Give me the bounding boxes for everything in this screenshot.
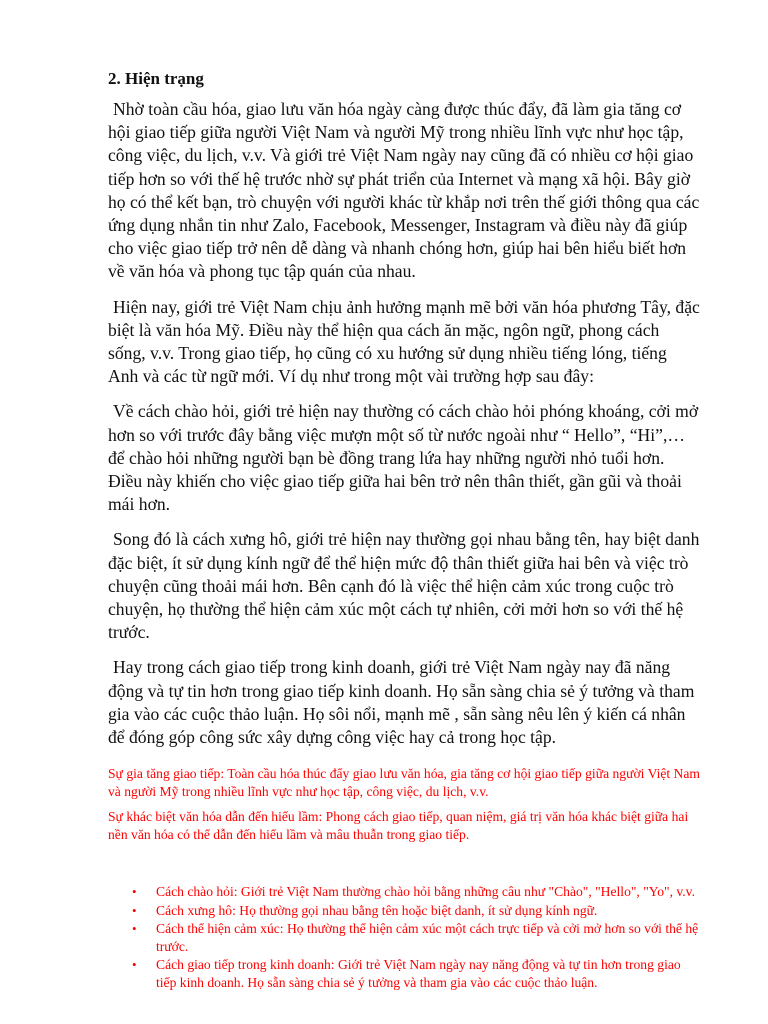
paragraph-globalization: Nhờ toàn cầu hóa, giao lưu văn hóa ngày càng được thúc đẩy, đã làm gia tăng cơ hội giao tiếp giữa người Việt Nam và người Mỹ trong nhiều lĩnh vực như học tập, công việc, du lịch, v.v. Và giới trẻ Việt Nam ngày nay cũng đã có nhiều cơ hội giao tiếp hơn so với thế hệ trước nhờ sự phát triển của Internet và mạng xã hội. Bây giờ họ có thể kết bạn, trò chuyện với người khác từ khắp nơi trên thế giới thông qua các ứng dụng nhắn tin như Zalo, Facebook, Messenger, Instagram và điều này đã giúp cho việc giao tiếp trở nên dễ dàng và nhanh chóng hơn, giúp hai bên hiểu biết hơn về văn hóa và phong tục tập quán của nhau. bbox=[108, 99, 700, 282]
list-item bbox=[132, 902, 700, 920]
note-communication-increase: Sự gia tăng giao tiếp: Toàn cầu hóa thúc đẩy giao lưu văn hóa, gia tăng cơ hội giao tiếp giữa người Việt Nam và người Mỹ trong nhiều lĩnh vực như học tập, công việc, du lịch, v.v. bbox=[108, 766, 700, 799]
document-page bbox=[108, 68, 700, 992]
summary-bullet-list bbox=[108, 883, 700, 991]
paragraph-greetings: Về cách chào hỏi, giới trẻ hiện nay thường có cách chào hỏi phóng khoáng, cởi mở hơn so với trước đây bằng việc mượn một số từ nước ngoài như “ Hello”, “Hi”,… để chào hỏi những người bạn bè đồng trang lứa hay những người nhỏ tuổi hơn. Điều này khiến cho việc giao tiếp giữa hai bên trở nên thân thiết, gần gũi và thoải mái hơn. bbox=[108, 401, 699, 515]
section-heading: 2. Hiện trạng bbox=[108, 69, 204, 88]
bullet-icon: • bbox=[132, 957, 137, 973]
paragraph-addressing: Song đó là cách xưng hô, giới trẻ hiện nay thường gọi nhau bằng tên, hay biệt danh đặc biệt, ít sử dụng kính ngữ để thể hiện mức độ thân thiết giữa hai bên và việc trò chuyện cũng thoải mái hơn. Bên cạnh đó là việc thể hiện cảm xúc trong cuộc trò chuyện, họ thường thể hiện cảm xúc một cách tự nhiên, cởi mởi hơn so với thế hệ trước. bbox=[108, 529, 700, 643]
paragraph-business: Hay trong cách giao tiếp trong kinh doanh, giới trẻ Việt Nam ngày nay đã năng động và tự tin hơn trong giao tiếp kinh doanh. Họ sẵn sàng chia sẻ ý tưởng và tham gia vào các cuộc thảo luận. Họ sôi nổi, mạnh mẽ , sẵn sàng nêu lên ý kiến cá nhân để đóng góp công sức xây dựng công việc hay cả trong học tập. bbox=[108, 657, 695, 748]
list-item-text: Cách giao tiếp trong kinh doanh: Giới trẻ Việt Nam ngày nay năng động và tự tin hơn trong giao tiếp kinh doanh. Họ sẵn sàng chia sẻ ý tưởng và tham gia vào các cuộc thảo luận. bbox=[156, 957, 681, 990]
bullet-icon: • bbox=[132, 884, 137, 900]
list-item bbox=[132, 920, 700, 955]
note-cultural-misunderstanding: Sự khác biệt văn hóa dẫn đến hiểu lầm: Phong cách giao tiếp, quan niệm, giá trị văn hóa khác biệt giữa hai nền văn hóa có thể dẫn đến hiểu lầm và mâu thuẫn trong giao tiếp. bbox=[108, 809, 689, 842]
bullet-icon: • bbox=[132, 902, 137, 918]
bullet-icon: • bbox=[132, 921, 137, 937]
list-item-text: Cách thể hiện cảm xúc: Họ thường thể hiện cảm xúc một cách trực tiếp và cởi mở hơn so với thế hệ trước. bbox=[156, 921, 699, 954]
list-item bbox=[132, 956, 700, 991]
paragraph-western-influence: Hiện nay, giới trẻ Việt Nam chịu ảnh hưởng mạnh mẽ bởi văn hóa phương Tây, đặc biệt là văn hóa Mỹ. Điều này thể hiện qua cách ăn mặc, ngôn ngữ, phong cách sống, v.v. Trong giao tiếp, họ cũng có xu hướng sử dụng nhiều tiếng lóng, tiếng Anh và các từ ngữ mới. Ví dụ như trong một vài trường hợp sau đây: bbox=[108, 296, 700, 387]
list-item bbox=[132, 883, 700, 901]
list-item-text: Cách xưng hô: Họ thường gọi nhau bằng tên hoặc biệt danh, ít sử dụng kính ngữ. bbox=[156, 902, 598, 918]
list-item-text: Cách chào hỏi: Giới trẻ Việt Nam thường chào hỏi bằng những câu như "Chào", "Hello", "Yo", v.v. bbox=[156, 884, 695, 900]
